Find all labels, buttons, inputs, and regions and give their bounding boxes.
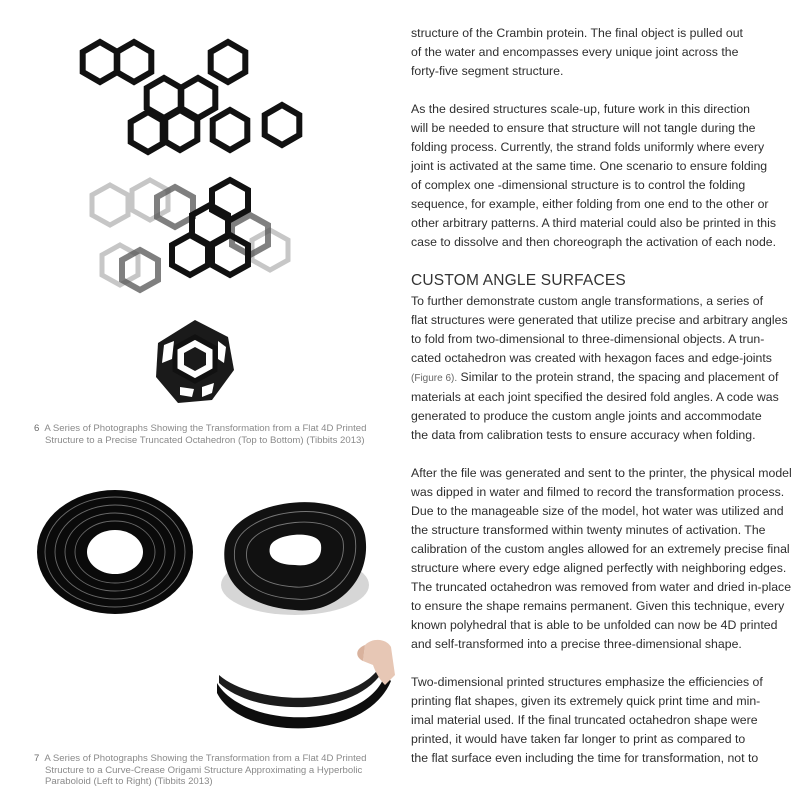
text-line: printed, it would have taken far longer to print as compared to	[411, 732, 746, 746]
text-segment: Similar to the protein strand, the spacing and placement of	[457, 370, 779, 384]
figure-7-caption-line: Paraboloid (Left to Right) (Tibbits 2013)	[45, 776, 213, 787]
text-line: case to dissolve and then choreograph the activation of each node.	[411, 235, 777, 249]
paragraph-3	[411, 292, 788, 445]
text-line: forty-five segment structure.	[411, 64, 564, 78]
text-line: to fold from two-dimensional to three-dimensional objects. A trun-	[411, 332, 765, 346]
text-line: As the desired structures scale-up, future work in this direction	[411, 102, 750, 116]
figure-6-truncated-octahedron	[150, 315, 240, 410]
text-line: printing flat shapes, given its extremely quick print time and min-	[411, 694, 761, 708]
text-line: structure of the Crambin protein. The final object is pulled out	[411, 26, 743, 40]
figure-7-caption	[34, 753, 374, 788]
figure-6-folding-motion	[80, 175, 310, 305]
text-line: the data from calibration tests to ensure accuracy when folding.	[411, 428, 756, 442]
text-line: will be needed to ensure that structure will not tangle during the	[411, 121, 756, 135]
paragraph-4	[411, 464, 792, 654]
figure-7-curved-crease-structure	[215, 635, 395, 735]
text-line: To further demonstrate custom angle transformations, a series of	[411, 294, 763, 308]
text-line: materials at each joint specified the desired fold angles. A code was	[411, 390, 779, 404]
figure-6-caption-line: Structure to a Precise Truncated Octahedron (Top to Bottom) (Tibbits 2013)	[45, 434, 365, 446]
figure-7-caption-line: Structure to a Curve-Crease Origami Structure Approximating a Hyperbolic	[45, 764, 363, 776]
text-line: was dipped in water and filmed to record the transformation process.	[411, 485, 785, 499]
text-line: of complex one -dimensional structure is to control the folding	[411, 178, 746, 192]
text-line: structure where every edge aligned perfectly with neighboring edges.	[411, 561, 787, 575]
text-line: flat structures were generated that utilize precise and arbitrary angles	[411, 313, 788, 327]
text-line: calibration of the custom angles allowed for an extremely precise final	[411, 542, 790, 556]
text-line: After the file was generated and sent to the printer, the physical model	[411, 466, 792, 480]
paragraph-1	[411, 24, 771, 81]
figure-7-folding-rings	[215, 485, 375, 620]
text-line: Two-dimensional printed structures emphasize the efficiencies of	[411, 675, 763, 689]
text-line: to ensure the shape remains permanent. Given this technique, every	[411, 599, 785, 613]
text-line: known polyhedral that is able to be unfolded can now be 4D printed	[411, 618, 778, 632]
paragraph-5	[411, 673, 771, 768]
text-line	[411, 368, 779, 388]
figure-7-caption-line: A Series of Photographs Showing the Transformation from a Flat 4D Printed	[44, 753, 367, 764]
text-line: sequence, for example, either folding from one end to the other or	[411, 197, 769, 211]
text-line: cated octahedron was created with hexagon faces and edge-joints	[411, 351, 772, 365]
paragraph-2	[411, 100, 777, 252]
text-line: generated to produce the custom angle joints and accommodate	[411, 409, 762, 423]
text-line: Due to the manageable size of the model, hot water was utilized and	[411, 504, 784, 518]
text-line: and self-transformed into a precise three-dimensional shape.	[411, 637, 742, 651]
figure-6-caption	[34, 423, 374, 446]
section-heading: CUSTOM ANGLE SURFACES	[411, 272, 626, 289]
body-text-column	[411, 24, 792, 787]
text-line: The truncated octahedron was removed from water and dried in-place	[411, 580, 792, 594]
figure-6-caption-line: A Series of Photographs Showing the Transformation from a Flat 4D Printed	[44, 423, 367, 434]
text-line: imal material used. If the final truncated octahedron shape were	[411, 713, 758, 727]
figure-6-flat-hexagon-net	[70, 30, 310, 160]
figure-6-number: 6	[34, 423, 40, 434]
figure-7-number: 7	[34, 753, 40, 764]
text-line: folding process. Currently, the strand folds uniformly where every	[411, 140, 765, 154]
text-line: of the water and encompasses every unique joint across the	[411, 45, 739, 59]
text-line: other arbitrary patterns. A third material could also be printed in this	[411, 216, 776, 230]
text-line: joint is activated at the same time. One scenario to ensure folding	[411, 159, 768, 173]
figure-reference-link[interactable]: (Figure 6).	[411, 373, 458, 384]
text-line: the structure transformed within twenty minutes of activation. The	[411, 523, 766, 537]
figure-7-flat-concentric-rings	[35, 488, 195, 616]
text-line: the flat surface even including the time for transformation, not to	[411, 751, 759, 765]
